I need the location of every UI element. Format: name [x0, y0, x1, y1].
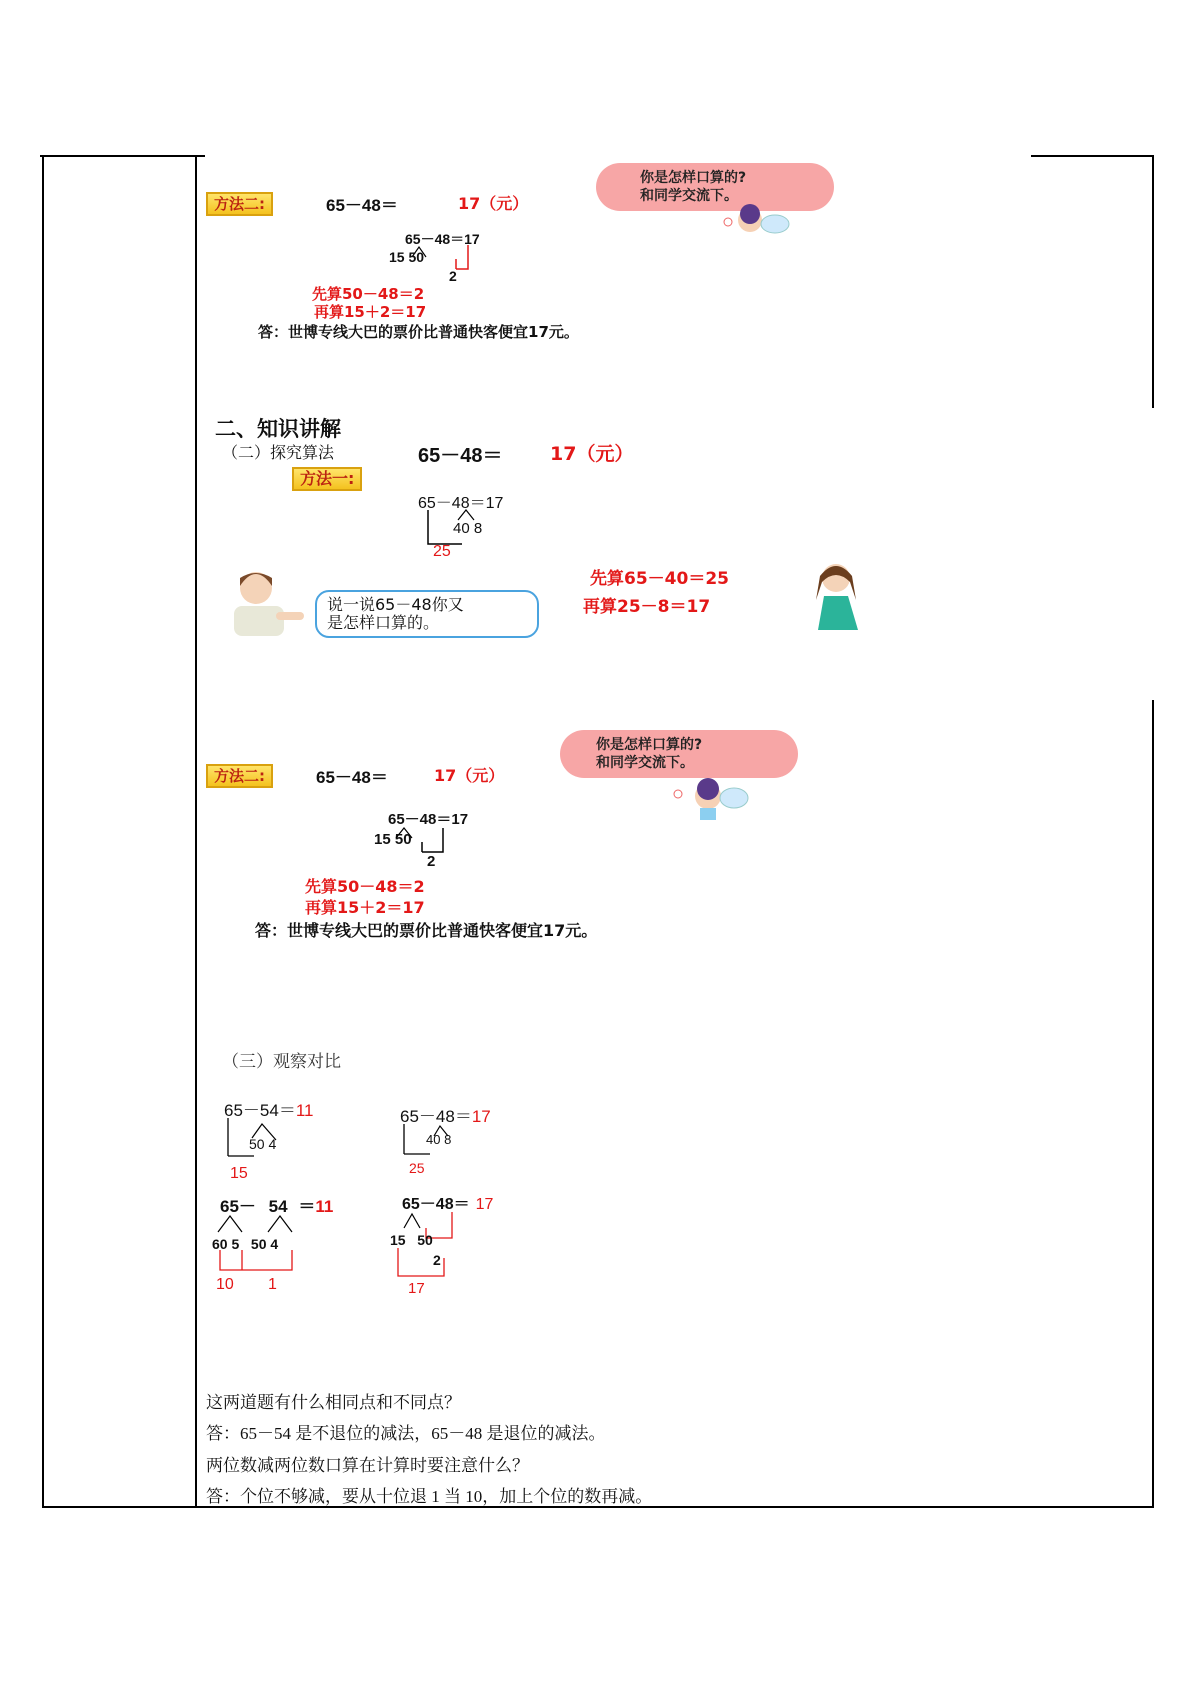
cloud-line-1: 你是怎样口算的? [640, 170, 747, 186]
method-two-badge: 方法二: [206, 192, 273, 216]
table-right-border-bottom [1152, 700, 1154, 1508]
second-step-1: 先算50－48＝2 [305, 877, 425, 896]
girl-illustration [806, 560, 868, 630]
top-step-1: 先算50－48＝2 [312, 285, 425, 303]
compare-heading: （三）观察对比 [222, 1052, 341, 1071]
method-one-step-2: 再算25－8＝17 [583, 597, 711, 617]
second-tree-bottom: 2 [427, 853, 436, 870]
method-one-step-1: 先算65－40＝25 [590, 569, 729, 589]
compare-a-result: 15 [230, 1165, 248, 1182]
compare-c-split: 60 5 50 4 [212, 1236, 279, 1252]
table-top-right-border [1031, 155, 1154, 157]
top-tree-left: 15 50 [389, 249, 425, 265]
compare-c-answer: 11 [315, 1197, 334, 1216]
compare-d-middle: 2 [433, 1252, 441, 1268]
cloud2-line-1: 你是怎样口算的? [596, 737, 703, 753]
compare-c-eq-part1: 65－ [220, 1197, 256, 1216]
compare-a-answer: 11 [295, 1101, 314, 1120]
answer-2: 答：个位不够减，要从十位退 1 当 10，加上个位的数再减。 [206, 1487, 653, 1506]
top-equation: 65－48＝ [326, 196, 398, 215]
question-2: 两位数减两位数口算在计算时要注意什么？ [206, 1456, 529, 1475]
second-tree-branches [378, 826, 458, 858]
second-step-2: 再算15＋2＝17 [305, 898, 425, 917]
answer-1: 答：65－54 是不退位的减法，65－48 是退位的减法。 [206, 1424, 606, 1443]
method-one-tree-result: 25 [433, 543, 451, 560]
compare-a-split: 50 4 [249, 1136, 277, 1152]
compare-a-eq-text: 65－54＝ [224, 1101, 296, 1120]
compare-b-result: 25 [409, 1160, 425, 1176]
top-answer: 17（元） [458, 194, 529, 213]
compare-d-result: 17 [408, 1280, 425, 1297]
compare-b-answer: 17 [471, 1107, 491, 1126]
cloud-line-2: 和同学交流下。 [640, 188, 738, 204]
second-tree-top: 65－48＝17 [388, 811, 469, 828]
table-column-divider [195, 155, 197, 1508]
compare-b-eq-text: 65－48＝ [400, 1107, 472, 1126]
top-answer-line: 答：世博专线大巴的票价比普通快客便宜17元。 [258, 323, 579, 341]
top-tree-top: 65－48＝17 [405, 231, 480, 247]
compare-d-eq-text: 65－48＝ [402, 1196, 470, 1213]
compare-d-split: 15 50 [390, 1232, 433, 1248]
table-left-border [42, 155, 44, 1508]
method-one-tree-top: 65－48＝17 [418, 495, 504, 512]
fairy-girl-illustration-2 [670, 774, 750, 820]
second-answer-line: 答：世博专线大巴的票价比普通快客便宜17元。 [255, 921, 598, 940]
teacher-illustration [226, 568, 306, 636]
compare-c-result-1: 10 [216, 1276, 234, 1293]
compare-c-eq-part3: ＝ [298, 1197, 316, 1216]
compare-d-lines [394, 1210, 474, 1290]
method-one-tree-right: 40 8 [453, 520, 483, 537]
compare-b-split: 40 8 [426, 1132, 452, 1147]
bubble-line-2: 是怎样口算的。 [327, 613, 440, 632]
compare-c-result-2: 1 [268, 1276, 277, 1293]
compare-c-eq-part2: 54 [268, 1197, 288, 1216]
second-tree-left: 15 50 [374, 831, 412, 848]
second-equation: 65－48＝ [316, 768, 388, 787]
question-1: 这两道题有什么相同点和不同点？ [206, 1393, 461, 1412]
table-top-left-border [40, 155, 205, 157]
fairy-girl-illustration [720, 202, 790, 240]
method-one-badge: 方法一: [292, 467, 362, 491]
table-right-border-top [1152, 155, 1154, 408]
method-two-badge-2: 方法二: [206, 764, 273, 788]
compare-d-answer: 17 [475, 1196, 494, 1213]
knowledge-answer: 17（元） [550, 443, 634, 465]
top-tree-bottom: 2 [449, 268, 457, 284]
top-step-2: 再算15＋2＝17 [314, 303, 427, 321]
knowledge-subheading: （二）探究算法 [222, 443, 335, 462]
bubble-line-1: 说一说65－48你又 [327, 595, 464, 614]
knowledge-equation: 65－48＝ [418, 445, 503, 467]
thinking-cloud [596, 163, 834, 211]
thinking-cloud-2 [560, 730, 798, 778]
cloud2-line-2: 和同学交流下。 [596, 755, 694, 771]
teacher-speech-bubble [315, 590, 539, 638]
second-answer: 17（元） [434, 766, 505, 785]
knowledge-heading: 二、知识讲解 [215, 417, 341, 441]
